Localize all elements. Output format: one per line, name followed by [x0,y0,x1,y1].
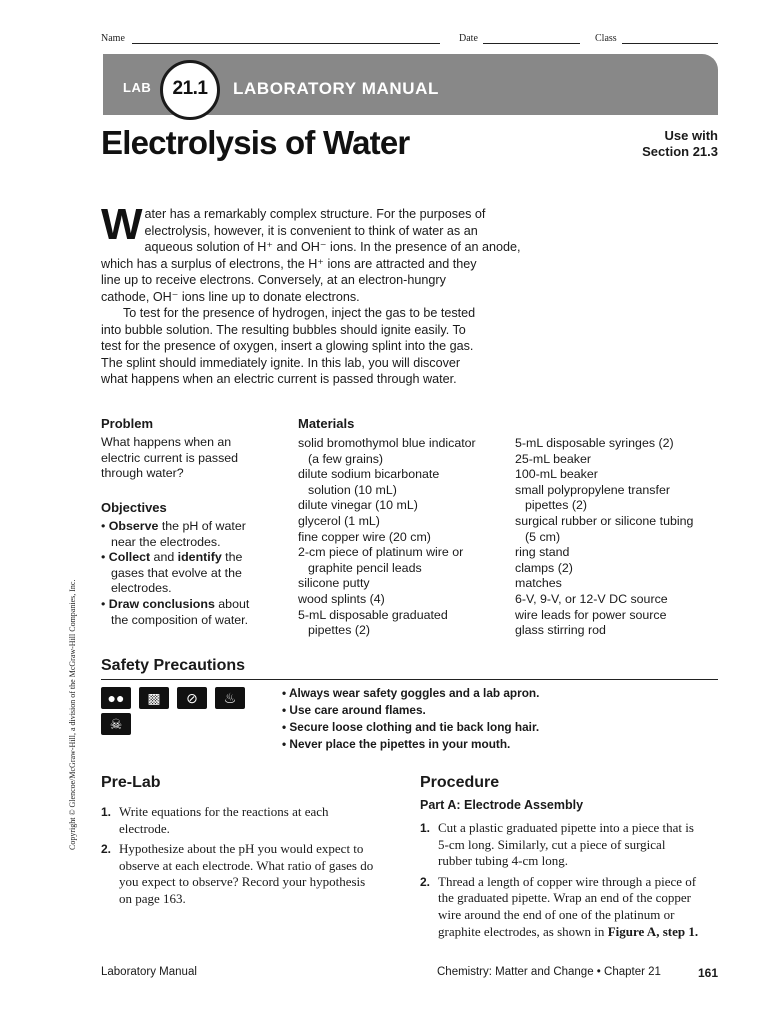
copyright-text: Copyright © Glencoe/McGraw-Hill, a division of the McGraw-Hill Companies, Inc. [68,579,77,850]
divider [101,679,718,680]
material-item: graphite pencil leads [308,560,422,575]
material-item: clamps (2) [515,560,573,575]
lab-label: LAB [123,80,152,95]
material-item: ring stand [515,545,570,560]
material-item: matches [515,576,562,591]
date-line[interactable] [483,43,580,44]
safety-item: • Never place the pipettes in your mouth. [282,737,511,751]
material-item: dilute vinegar (10 mL) [298,498,418,513]
manual-label: LABORATORY MANUAL [233,79,440,98]
safety-item: • Always wear safety goggles and a lab apron. [282,686,540,700]
footer-middle: Chemistry: Matter and Change • Chapter 21 [437,966,661,978]
material-item: 5-mL disposable syringes (2) [515,436,674,450]
material-item: (5 cm) [525,529,561,544]
material-item: wire leads for power source [515,607,667,622]
use-with [642,128,718,160]
material-item: silicone putty [298,576,370,591]
lab-number: 21.1 [172,78,208,99]
objective-item: • Observe the pH of water [101,519,246,533]
safety-list [282,685,539,753]
material-item: pipettes (2) [525,498,587,513]
material-item: 5-mL disposable graduated [298,607,448,622]
materials-heading: Materials [298,416,355,431]
material-item: pipettes (2) [308,623,370,638]
prelab-section [101,774,401,912]
material-item: small polypropylene transfer [515,482,670,497]
objective-item: • Collect and identify the [101,550,243,565]
safety-heading: Safety Precautions [101,657,246,674]
material-item: wood splints (4) [298,591,385,606]
intro-text [101,200,521,388]
material-item: dilute sodium bicarbonate [298,467,440,482]
procedure-item: 2. Thread a length of copper wire through a piece of the graduated pipette. Wrap an end of the copper wire around the end of one of the platinum or graphite electrodes, as shown in Figure A, step 1. [420,873,699,939]
material-item: surgical rubber or silicone tubing [515,513,694,528]
flame-icon: ♨ [215,687,245,709]
page-number: 161 [698,966,719,980]
objectives-heading: Objectives [101,500,167,515]
lab-number-badge [160,60,220,120]
safety-item: • Use care around flames. [282,703,426,717]
no-mouth-icon: ⊘ [177,687,207,709]
class-label: Class [595,33,617,44]
prelab-heading: Pre-Lab [101,774,161,791]
material-item: glycerol (1 mL) [298,513,380,528]
drop-cap: W [101,200,143,249]
objective-item: • Draw conclusions about [101,596,250,611]
materials-col2 [515,436,725,639]
class-line[interactable] [622,43,718,44]
material-item: 100-mL beaker [515,467,598,482]
prelab-item: 2. Hypothesize about the pH you would expect to observe at each electrode. What ratio of gases do you expect to observe? Record your hypothesis on page 163. [101,841,374,906]
poison-icon: ☠ [101,713,131,735]
intro-paragraph-2: To test for the presence of hydrogen, inject the gas to be tested into bubble solution. The resulting bubbles should ignite easily. To test for the presence of oxygen, insert a glowing splint into the gas. The splint should immediately ignite. In this lab, you will discover what happens when an electric current is passed through water. [101,306,476,386]
procedure-item: 1. Cut a plastic graduated pipette into a piece that is 5-cm long. Similarly, cut a piece of surgical rubber tubing 4-cm long. [420,820,694,869]
use-with-section: Section 21.3 [642,144,718,159]
procedure-subheading: Part A: Electrode Assembly [420,798,584,812]
apron-icon: ▩ [139,687,169,709]
name-label: Name [101,33,125,44]
material-item: fine copper wire (20 cm) [298,529,431,544]
material-item: 25-mL beaker [515,451,591,466]
problem-heading: Problem [101,416,154,431]
page-title: Electrolysis of Water [101,124,410,161]
material-item: 6-V, 9-V, or 12-V DC source [515,591,668,606]
materials-col1 [298,436,508,639]
procedure-section [420,774,720,944]
materials-section [298,416,718,431]
date-label: Date [459,33,478,44]
footer-left: Laboratory Manual [101,966,197,978]
material-item: (a few grains) [308,451,384,466]
use-with-line1: Use with [664,128,718,143]
material-item: solid bromothymol blue indicator [298,436,476,450]
name-line[interactable] [132,43,440,44]
prelab-item: 1. Write equations for the reactions at each electrode. [101,804,329,836]
intro-paragraph-1: Water has a remarkably complex structure. For the purposes of electrolysis, however, it is convenient to think of water as an aqueous solution of H⁺ and OH⁻ ions. In the presence of an anode, which has a surplus of electrons, the H⁺ ions are attracted and they line up to receive electrons. Conversely, at an electron-hungry cathode, OH⁻ ions line up to donate electrons. [101,200,521,304]
material-item: solution (10 mL) [308,482,397,497]
procedure-heading: Procedure [420,774,500,791]
material-item: 2-cm piece of platinum wire or [298,545,464,560]
objectives-section: Objectives • Observe the pH of water near the electrodes. • Collect and identify the gases that evolve at the electrodes. • Draw conclusions about the composition of water. [101,500,286,628]
goggles-icon: ●● [101,687,131,709]
safety-item: • Secure loose clothing and tie back long hair. [282,720,540,734]
problem-section: Problem What happens when an electric current is passed through water? [101,416,281,482]
material-item: glass stirring rod [515,623,606,638]
